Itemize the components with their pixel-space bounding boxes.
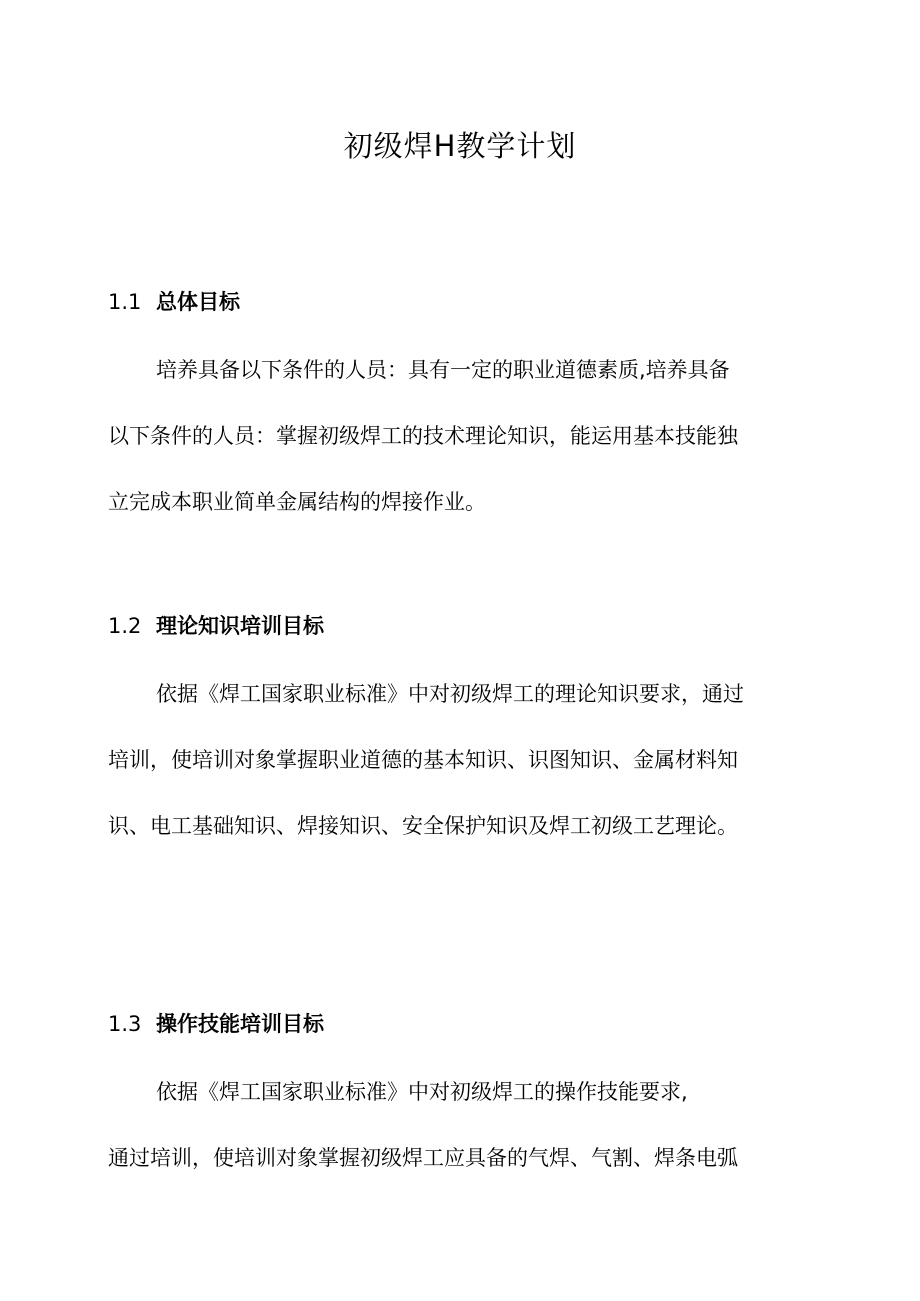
section-theory-goal: [108, 610, 808, 842]
paragraph-line: 以下条件的人员：掌握初级焊工的技术理论知识，能运用基本技能独: [108, 424, 738, 448]
paragraph-line: 通过培训，使培训对象掌握初级焊工应具备的气焊、气割、焊条电弧: [108, 1146, 738, 1170]
paragraph-line: 识、电工基础知识、焊接知识、安全保护知识及焊工初级工艺理论。: [108, 814, 738, 838]
section-title: 总体目标: [156, 290, 240, 314]
section-number: 1.1: [108, 290, 142, 314]
section-skill-goal: [108, 1008, 808, 1174]
section-number: 1.2: [108, 614, 142, 638]
section-title: 操作技能培训目标: [156, 1012, 324, 1036]
section-title: 理论知识培训目标: [156, 614, 324, 638]
section-number: 1.3: [108, 1012, 142, 1036]
paragraph-line: 立完成本职业简单金属结构的焊接作业。: [108, 490, 486, 514]
paragraph-line: 依据《焊工国家职业标准》中对初级焊工的操作技能要求,: [156, 1080, 688, 1104]
paragraph-line: 培养具备以下条件的人员：具有一定的职业道德素质,培养具备: [156, 358, 730, 382]
document-title: 初级焊H教学计划: [343, 129, 577, 163]
paragraph-line: 依据《焊工国家职业标准》中对初级焊工的理论知识要求，通过: [156, 682, 744, 706]
paragraph-line: 培训，使培训对象掌握职业道德的基本知识、识图知识、金属材料知: [108, 748, 738, 772]
section-heading: [108, 610, 808, 642]
section-heading: [108, 1008, 808, 1040]
section-heading: [108, 286, 808, 318]
section-overall-goal: [108, 286, 808, 518]
